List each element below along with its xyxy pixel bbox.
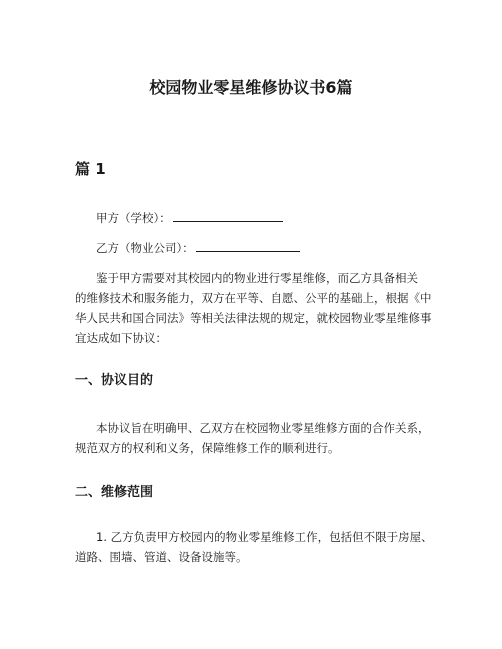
section-heading-scope: 二、维修范围 xyxy=(75,485,154,500)
party-b-label: 乙方（物业公司）： xyxy=(96,241,194,255)
scope-line: 道路、围墙、管道、设备设施等。 xyxy=(75,550,248,564)
party-a-blank xyxy=(173,211,283,222)
section-heading-purpose: 一、协议目的 xyxy=(75,373,154,388)
scope-paragraph xyxy=(75,527,433,567)
scope-line: 1. 乙方负责甲方校园内的物业零星维修工作，包括但不限于房屋、 xyxy=(96,530,433,544)
intro-line: 的维修技术和服务能力，双方在平等、自愿、公平的基础上，根据《中 xyxy=(75,291,432,305)
intro-line: 鉴于甲方需要对其校园内的物业进行零星维修，而乙方具备相关 xyxy=(96,271,418,285)
purpose-line: 本协议旨在明确甲、乙双方在校园物业零星维修方面的合作关系， xyxy=(96,421,430,435)
document-title: 校园物业零星维修协议书6篇 xyxy=(149,78,353,97)
intro-line: 华人民共和国合同法》等相关法律法规的规定，就校园物业零星维修事 xyxy=(75,311,432,325)
party-a-label: 甲方（学校）： xyxy=(96,211,171,225)
intro-paragraph xyxy=(75,268,432,348)
party-b-blank xyxy=(196,241,300,252)
purpose-paragraph xyxy=(75,418,430,458)
purpose-line: 规范双方的权利和义务，保障维修工作的顺利进行。 xyxy=(75,441,340,455)
party-b-line xyxy=(96,240,300,256)
party-a-line xyxy=(96,210,283,226)
piece-heading: 篇 1 xyxy=(75,160,106,178)
intro-line: 宜达成如下协议： xyxy=(75,331,167,345)
